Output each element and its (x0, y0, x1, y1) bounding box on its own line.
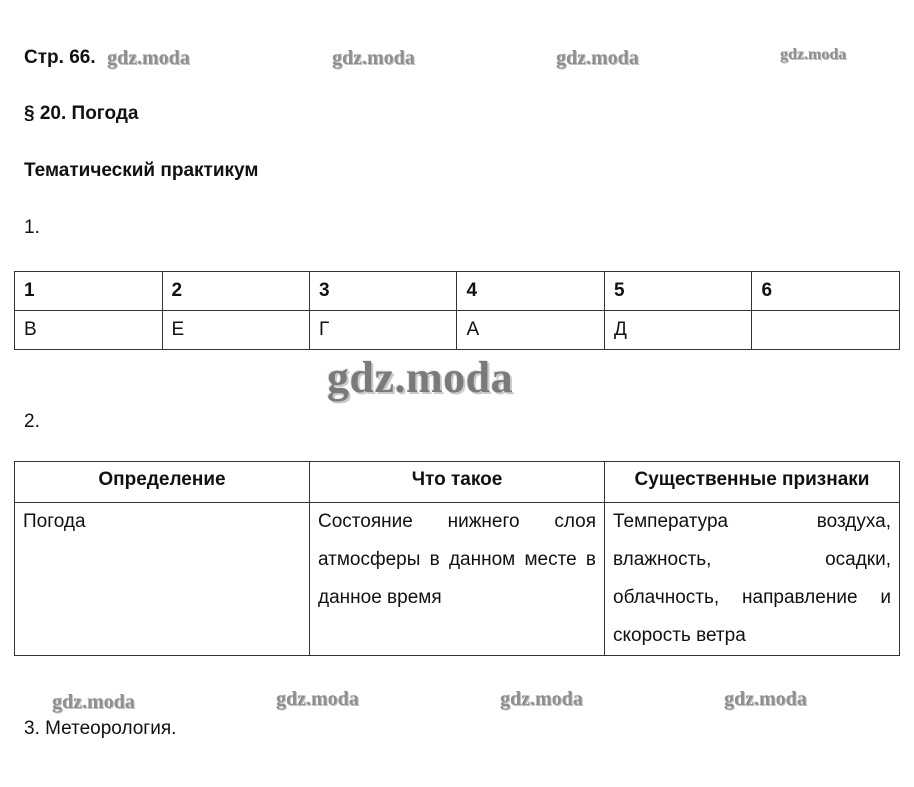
table-header-row (15, 272, 900, 311)
table-header-cell: 3 (310, 272, 457, 311)
answer-table (14, 271, 900, 350)
term-cell: Погода (15, 503, 310, 656)
table-header-row (15, 462, 900, 503)
table-header-cell: Определение (15, 462, 310, 503)
task-3-answer: 3. Метеорология. (24, 718, 177, 739)
subtitle: Тематический практикум (24, 160, 259, 181)
table-cell: А (457, 311, 605, 350)
watermark: gdz.moda (556, 47, 639, 69)
definition-table (14, 461, 900, 656)
table-header-cell: 5 (604, 272, 752, 311)
definition-cell: Состояние нижнего слоя атмосферы в данном месте в данное время (310, 503, 605, 656)
table-row (15, 503, 900, 656)
section-title: § 20. Погода (24, 103, 139, 124)
table-cell (752, 311, 900, 350)
task-1-label: 1. (24, 217, 40, 238)
watermark-large: gdz.moda (327, 353, 514, 402)
table-row (15, 311, 900, 350)
table-cell: Е (162, 311, 310, 350)
table-cell: В (15, 311, 163, 350)
table-header-cell: 4 (457, 272, 605, 311)
page-label: Стр. 66. (24, 47, 96, 68)
watermark: gdz.moda (332, 47, 415, 69)
table-header-cell: Существенные признаки (605, 462, 900, 503)
table-header-cell: 1 (15, 272, 163, 311)
watermark: gdz.moda (52, 691, 135, 713)
watermark: gdz.moda (500, 688, 583, 710)
watermark: gdz.moda (276, 688, 359, 710)
table-header-cell: 6 (752, 272, 900, 311)
table-header-cell: Что такое (310, 462, 605, 503)
watermark: gdz.moda (107, 47, 190, 69)
task-2-label: 2. (24, 411, 40, 432)
watermark: gdz.moda (780, 46, 847, 63)
watermark: gdz.moda (724, 688, 807, 710)
table-cell: Г (310, 311, 457, 350)
features-cell: Температура воздуха, влажность, осадки, облачность, направление и скорость ветра (605, 503, 900, 656)
table-header-cell: 2 (162, 272, 310, 311)
table-cell: Д (604, 311, 752, 350)
